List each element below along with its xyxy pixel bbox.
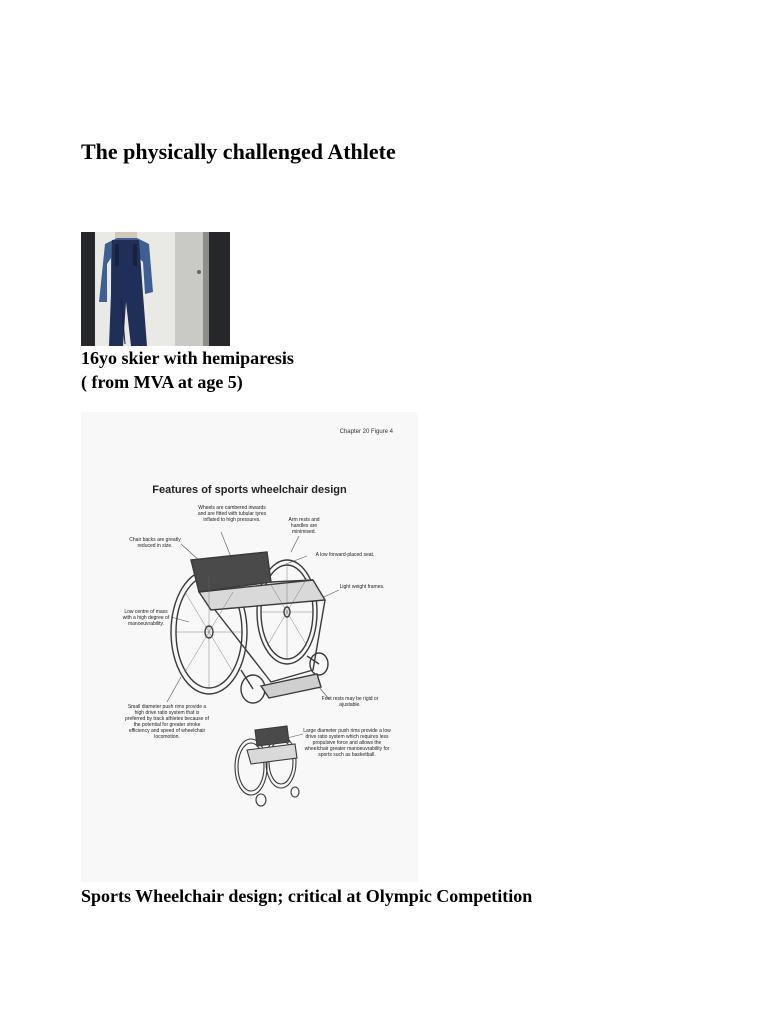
skier-photo-illustration	[81, 232, 230, 346]
photo-caption-line-1: 16yo skier with hemiparesis	[81, 348, 294, 368]
wheelchair-drawing	[81, 412, 418, 882]
skier-photo	[81, 232, 230, 346]
figure-chapter-label: Chapter 20 Figure 4	[339, 429, 393, 435]
annotation-low-centre: Low centre of mass with a high degree of manoeuvrability.	[122, 609, 170, 627]
annotation-small-rims: Small diameter push rims provide a high drive ratio system that is preferred by track athletes because of the potential for greater stroke efficiency and speed of wheelchair locomotion.	[125, 704, 209, 740]
annotation-foot-rests: Foot rests may be rigid or ajustable.	[321, 696, 379, 708]
annotation-chair-backs: Chair backs are greatly reduced in size.	[129, 537, 181, 549]
annotation-wheels: Wheels are cambered inwards and are fitted with tubular tyres inflated to high pressures.	[197, 505, 267, 523]
wheelchair-figure	[81, 412, 418, 882]
page-title: The physically challenged Athlete	[81, 139, 396, 164]
figure-title: Features of sports wheelchair design	[152, 484, 347, 496]
annotation-frames: Light weight frames.	[339, 584, 385, 590]
photo-caption-line-2: ( from MVA at age 5)	[81, 372, 243, 392]
annotation-large-rims: Large diameter push rims provide a low drive ratio system which requires less propulsive force and allows the wheelchair greater manoeuvrability for sports such as basketball.	[303, 728, 391, 758]
annotation-arm-rests: Arm rests and handles are minimised.	[288, 517, 320, 535]
annotation-seat: A low forward-placed seat.	[315, 552, 375, 558]
photo-caption	[81, 346, 294, 394]
figure-caption: Sports Wheelchair design; critical at Olympic Competition	[81, 886, 533, 906]
small-wheelchair-illustration	[235, 726, 299, 806]
main-wheelchair-illustration	[171, 552, 328, 703]
